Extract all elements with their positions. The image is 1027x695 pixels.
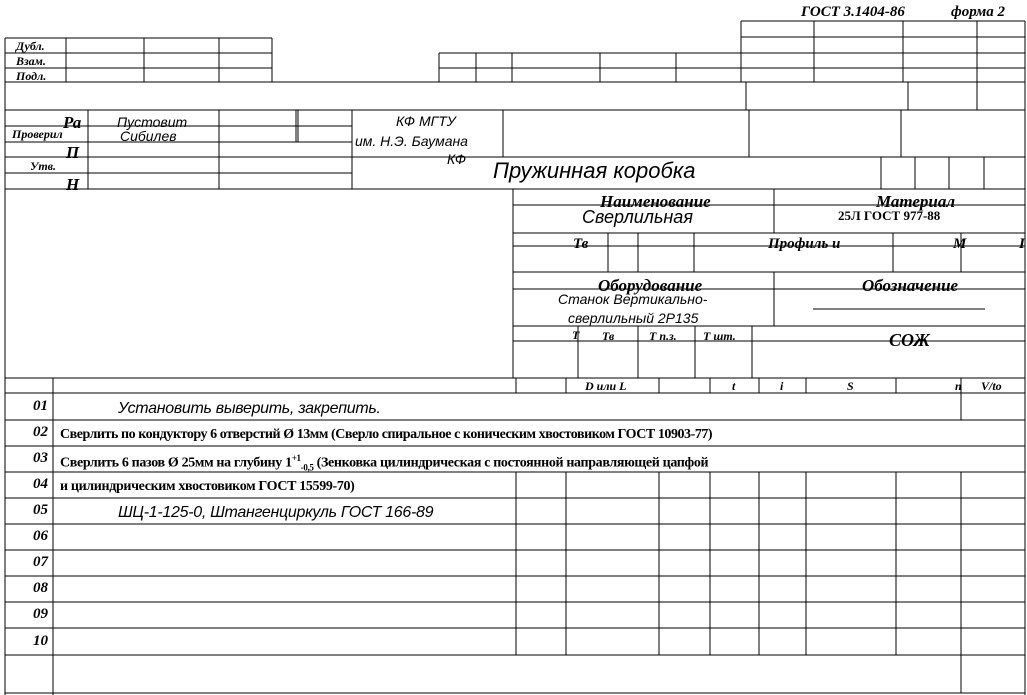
row-number: 05 <box>33 502 48 518</box>
org-line3: КФ <box>447 151 467 167</box>
header-name: Наименование <box>600 192 711 211</box>
row-number: 06 <box>33 528 48 544</box>
header-tsht: Т шт. <box>703 329 736 343</box>
row-text-part: Сверлить 6 пазов Ø 25мм на глубину 1 <box>60 455 292 471</box>
col-d: D или L <box>585 379 627 393</box>
standard-code: ГОСТ 3.1404-86 <box>801 4 905 20</box>
label-n: Н <box>66 175 80 194</box>
row-text: Установить выверить, закрепить. <box>118 400 381 417</box>
operation-material: 25Л ГОСТ 977-88 <box>838 208 941 223</box>
col-n: n <box>955 379 962 393</box>
row-text: ШЦ-1-125-0, Штангенциркуль ГОСТ 166-89 <box>118 504 434 521</box>
col-t: t <box>732 379 736 393</box>
row-number: 04 <box>33 476 48 492</box>
tolerance-lower: -0,5 <box>300 462 314 473</box>
header-tb: Тв <box>602 329 615 343</box>
tolerance-upper: +1 <box>291 453 301 463</box>
equipment-line2: сверлильный 2Р135 <box>568 310 699 326</box>
header-i: I <box>1019 236 1025 252</box>
label-razrab: Ра <box>63 113 82 132</box>
header-m: М <box>953 236 967 252</box>
row-text: Сверлить по кондуктору 6 отверстий Ø 13мм (Сверло спиральное с коническим хвостовиком ГОСТ 10903-77) <box>60 427 713 442</box>
col-s: S <box>847 379 854 393</box>
row-number: 03 <box>33 450 48 466</box>
header-soj: СОЖ <box>889 330 930 350</box>
header-to: Т <box>572 328 580 342</box>
row-number: 07 <box>33 554 48 570</box>
header-material: Материал <box>876 192 956 211</box>
org-line1: КФ МГТУ <box>396 113 456 129</box>
row-number: 10 <box>33 633 48 649</box>
operation-name: Сверлильная <box>582 207 693 227</box>
row-text <box>60 454 708 472</box>
label-prover: Проверил <box>12 127 63 141</box>
prover-name: Сибилев <box>120 128 177 144</box>
col-v: V/to <box>981 379 1002 393</box>
label-utv: Утв. <box>30 159 57 173</box>
row-text-part: (Зенковка цилиндрическая с постоянной направляющей цапфой <box>313 455 709 471</box>
header-designation: Обозначение <box>862 276 959 295</box>
row-number: 09 <box>33 606 48 622</box>
col-i: i <box>780 379 784 393</box>
header-tv: Тв <box>573 236 589 252</box>
label-vzam: Взам. <box>16 54 46 68</box>
row-text: и цилиндрическим хвостовиком ГОСТ 15599-70) <box>60 479 355 494</box>
label-podl: Подл. <box>16 69 47 83</box>
razrab-name: Пустовит <box>117 114 188 130</box>
row-number: 01 <box>33 398 48 414</box>
equipment-line1: Станок Вертикально- <box>558 291 708 307</box>
header-profile: Профиль и <box>768 236 841 252</box>
row-number: 02 <box>33 424 48 440</box>
form-number: форма 2 <box>951 4 1006 20</box>
header-equipment: Оборудование <box>598 276 703 295</box>
header-tpz: Т п.з. <box>649 329 677 343</box>
label-p: П <box>66 143 80 162</box>
org-line2: им. Н.Э. Баумана <box>355 133 468 149</box>
product-name: Пружинная коробка <box>493 158 696 183</box>
row-number: 08 <box>33 580 48 596</box>
label-dubl: Дубл. <box>16 39 45 53</box>
